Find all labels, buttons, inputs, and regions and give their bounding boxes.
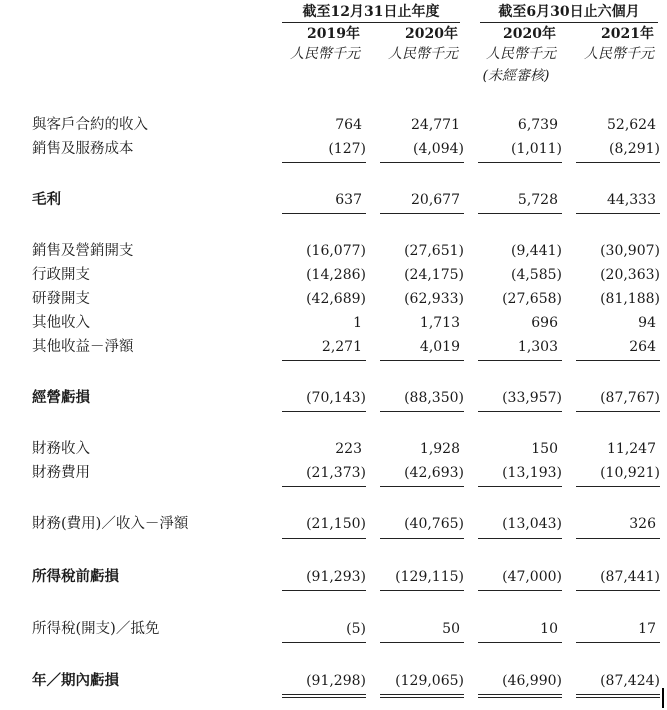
cell: 52,624 (607, 117, 656, 133)
cell: 24,771 (411, 117, 460, 133)
cell: (91,298) (306, 673, 366, 689)
underline (478, 411, 562, 412)
underline (576, 642, 660, 643)
cell: (47,000) (502, 569, 562, 585)
underline (576, 411, 660, 412)
cell: 223 (335, 441, 362, 457)
unaudited-note: (未經審核) (482, 68, 550, 84)
header-rule-interim (480, 22, 658, 23)
underline (576, 538, 660, 539)
cell: (46,990) (502, 673, 562, 689)
cell: (10,921) (600, 465, 660, 481)
year-col-1: 2019年 (307, 26, 360, 42)
header-rule-annual (282, 22, 460, 23)
underline (576, 360, 660, 361)
cell: (24,175) (404, 267, 464, 283)
text-cursor (662, 688, 664, 708)
cell: 764 (335, 117, 362, 133)
underline (282, 538, 366, 539)
double-underline (478, 694, 562, 695)
underline (282, 590, 366, 591)
cell: (33,957) (502, 390, 562, 406)
underline (478, 538, 562, 539)
cell: (14,286) (306, 267, 366, 283)
cell: 150 (531, 441, 558, 457)
cell: (4,094) (412, 141, 464, 157)
cell: (87,424) (600, 673, 660, 689)
cell: 1,303 (517, 339, 558, 355)
row-label-loss-before-tax: 所得稅前虧損 (32, 568, 119, 585)
cell: (13,043) (502, 516, 562, 532)
double-underline (576, 694, 660, 695)
cell: 1 (353, 315, 362, 331)
cell: (42,689) (306, 291, 366, 307)
unit-col-4: 人民幣千元 (584, 46, 654, 62)
cell: (13,193) (502, 465, 562, 481)
underline (282, 642, 366, 643)
underline (380, 538, 464, 539)
cell: 326 (629, 516, 656, 532)
cell: (16,077) (306, 243, 366, 259)
cell: (87,441) (600, 569, 660, 585)
underline (380, 486, 464, 487)
double-underline (380, 697, 464, 698)
cell: (88,350) (404, 390, 464, 406)
row-label-finance-costs: 財務費用 (32, 465, 90, 481)
underline (576, 486, 660, 487)
underline (478, 642, 562, 643)
cell: 50 (442, 621, 460, 637)
cell: (20,363) (600, 267, 660, 283)
row-label-finance-income: 財務收入 (32, 441, 90, 457)
cell: (21,373) (306, 465, 366, 481)
row-label-income-tax: 所得稅(開支)／抵免 (32, 621, 160, 637)
row-label-finance-net: 財務(費用)／收入－淨額 (32, 516, 189, 532)
year-col-2: 2020年 (405, 26, 458, 42)
cell: 1,928 (419, 441, 460, 457)
cell: 4,019 (419, 339, 460, 355)
underline (282, 213, 366, 214)
cell: (40,765) (404, 516, 464, 532)
cell: 637 (335, 192, 362, 208)
cell: 11,247 (607, 441, 656, 457)
underline (478, 590, 562, 591)
row-label-revenue: 與客戶合約的收入 (32, 117, 148, 133)
cell: (87,767) (600, 390, 660, 406)
cell: (62,933) (404, 291, 464, 307)
underline (380, 162, 464, 163)
underline (380, 213, 464, 214)
underline (282, 486, 366, 487)
row-label-cost-of-sales: 銷售及服務成本 (32, 141, 134, 157)
cell: 5,728 (517, 192, 558, 208)
cell: (30,907) (600, 243, 660, 259)
cell: (127) (328, 141, 366, 157)
row-label-selling-expenses: 銷售及營銷開支 (32, 243, 134, 259)
unit-col-2: 人民幣千元 (388, 46, 458, 62)
underline (282, 162, 366, 163)
cell: (5) (346, 621, 366, 637)
cell: 2,271 (321, 339, 362, 355)
cell: (81,188) (600, 291, 660, 307)
unit-col-3: 人民幣千元 (486, 46, 556, 62)
underline (380, 642, 464, 643)
underline (380, 411, 464, 412)
unit-col-1: 人民幣千元 (290, 46, 360, 62)
cell: 6,739 (517, 117, 558, 133)
cell: (1,011) (510, 141, 562, 157)
cell: (21,150) (306, 516, 366, 532)
cell: 44,333 (607, 192, 656, 208)
cell: 264 (629, 339, 656, 355)
cell: (129,115) (395, 569, 464, 585)
double-underline (478, 697, 562, 698)
cell: (8,291) (608, 141, 660, 157)
year-col-3: 2020年 (503, 26, 556, 42)
row-label-other-gains: 其他收益－淨額 (32, 339, 134, 355)
row-label-operating-loss: 經營虧損 (32, 389, 90, 406)
cell: (70,143) (306, 390, 366, 406)
cell: 696 (531, 315, 558, 331)
row-label-loss-for-period: 年／期內虧損 (32, 672, 119, 689)
underline (478, 360, 562, 361)
row-label-rd-expenses: 研發開支 (32, 291, 90, 307)
double-underline (576, 697, 660, 698)
row-label-other-income: 其他收入 (32, 315, 90, 331)
underline (576, 590, 660, 591)
cell: 1,713 (419, 315, 460, 331)
row-label-admin-expenses: 行政開支 (32, 267, 90, 283)
header-group-annual: 截至12月31日止年度 (302, 4, 440, 20)
cell: (42,693) (404, 465, 464, 481)
underline (282, 360, 366, 361)
double-underline (282, 697, 366, 698)
cell: 94 (638, 315, 656, 331)
cell: (129,065) (395, 673, 464, 689)
underline (576, 213, 660, 214)
cell: (9,441) (510, 243, 562, 259)
cell: (27,651) (404, 243, 464, 259)
cell: (91,293) (306, 569, 366, 585)
cell: 17 (638, 621, 656, 637)
double-underline (282, 694, 366, 695)
underline (380, 360, 464, 361)
cell: (4,585) (510, 267, 562, 283)
double-underline (380, 694, 464, 695)
underline (478, 162, 562, 163)
row-label-gross-profit: 毛利 (32, 191, 61, 208)
header-group-interim: 截至6月30日止六個月 (498, 4, 640, 20)
underline (380, 590, 464, 591)
underline (282, 411, 366, 412)
underline (576, 162, 660, 163)
underline (478, 213, 562, 214)
year-col-4: 2021年 (601, 26, 654, 42)
cell: (27,658) (502, 291, 562, 307)
underline (478, 486, 562, 487)
cell: 20,677 (411, 192, 460, 208)
cell: 10 (540, 621, 558, 637)
